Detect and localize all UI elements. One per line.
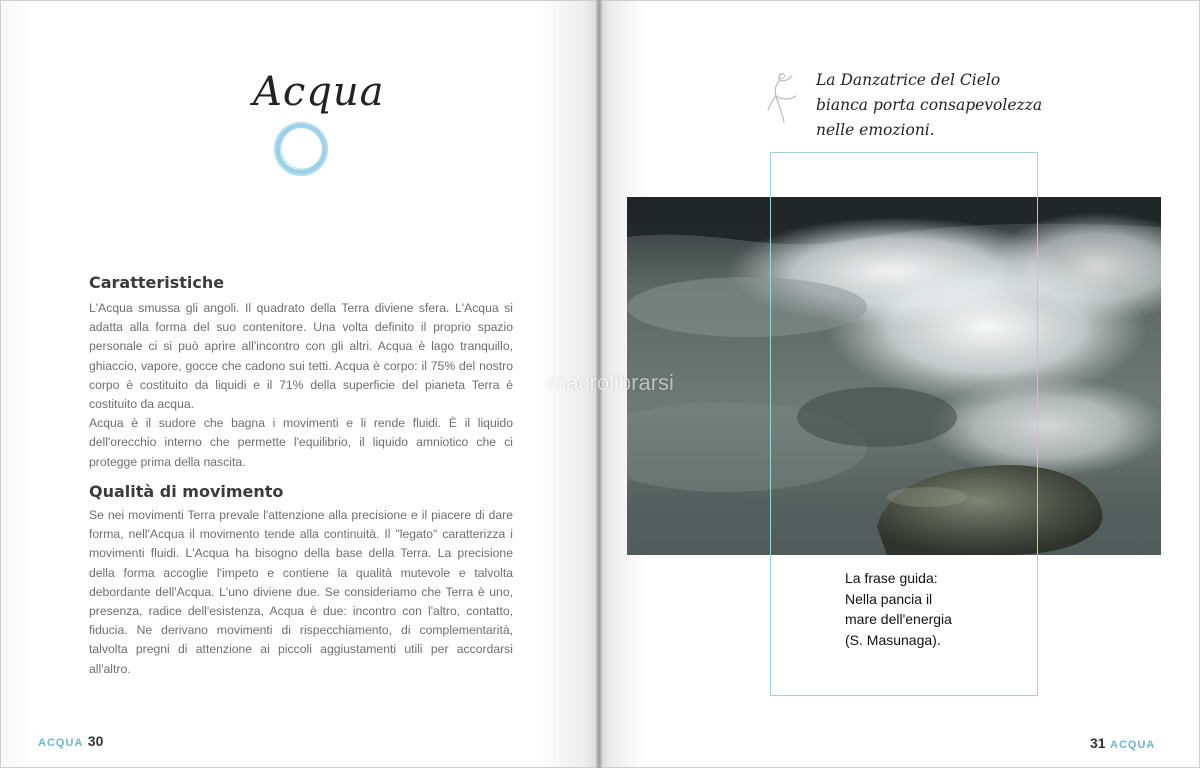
section-body-caratteristiche [89,299,513,472]
pull-quote: La Danzatrice del Cielo bianca porta consapevolezza nelle emozioni. [816,71,1043,139]
page-number: 30 [87,733,104,749]
paragraph: L'Acqua smussa gli angoli. Il quadrato della Terra diviene sfera. L'Acqua si adatta alla forma del suo contenitore. Una volta definito il proprio spazio personale ci si può aprire all'incontro con gli altri. Acqua è lago tranquillo, ghiaccio, vapore, gocce che cadono sui tetti. Acqua è corpo: il 75% del nostro corpo è costituito da liquidi e il 71% della superficie del pianeta Terra è costituito da acqua. [89,301,513,412]
guide-line: (S. Masunaga). [845,631,941,648]
section-body-qualita [89,506,513,679]
folio-label: ACQUA [1110,739,1156,751]
section-heading-caratteristiche: Caratteristiche [89,273,225,292]
page-number: 31 [1090,735,1106,751]
folio-label: ACQUA [38,737,84,749]
water-ring-icon [269,117,333,181]
guide-phrase [845,568,1025,650]
paragraph: Se nei movimenti Terra prevale l'attenzione alla precisione e il piacere di dare forma, nell'Acqua il movimento tende alla continuità. Il "legato" caratterizza i movimenti fluidi. L'Acqua ha bisogno della base della Terra. La precisione della forma accoglie l'impeto e contiene la qualità mutevole e talvolta debordante dell'Acqua. L'uno diviene due. Se consideriamo che Terra è uno, presenza, radice dell'esistenza, Acqua è due: incontro con l'altro, contatto, fiducia. Ne derivano movimenti di rispecchiamento, di complementarità, talvolta pregni di attenzione ai piccoli aggiustamenti utili per accordarsi all'altro. [89,508,513,676]
guide-line: Nella pancia il [845,590,933,607]
watermark-logo-icon [512,368,542,398]
guide-line: La frase guida: [845,570,938,586]
folio-left [38,733,103,751]
watermark [512,368,674,398]
guide-line: mare dell'energia [845,611,952,627]
folio-right [1090,735,1155,753]
paragraph: Acqua è il sudore che bagna i movimenti e li rende fluidi. È il liquido dell'orecchio interno che permette l'equilibrio, il liquido amniotico che ci protegge prima della nascita. [89,416,513,469]
section-heading-qualita: Qualità di movimento [89,482,284,501]
sky-dancer-icon [764,70,800,126]
watermark-text: macrolibrarsi [548,370,674,395]
left-page [0,0,598,768]
chapter-title: Acqua [253,69,385,115]
